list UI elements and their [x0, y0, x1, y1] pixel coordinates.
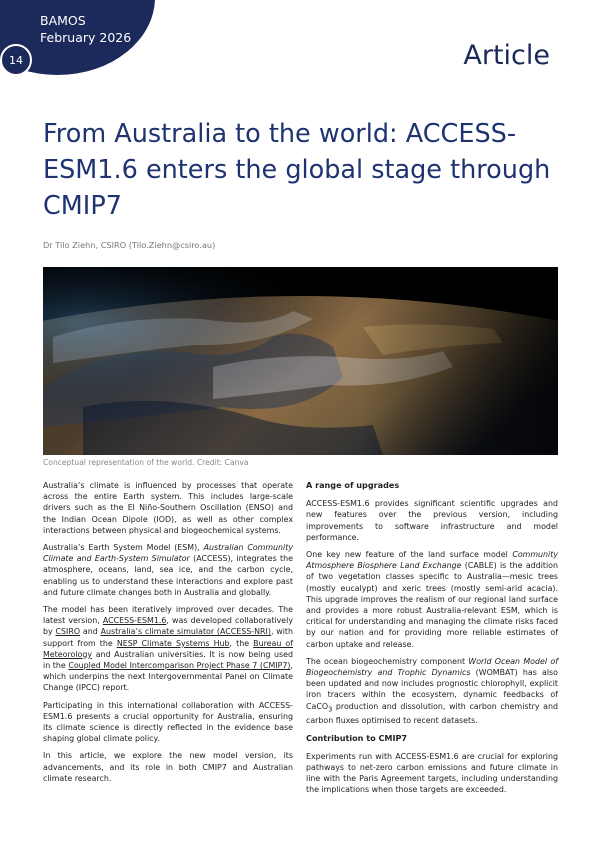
text: The model has been iteratively improved over decades. The latest version,: [43, 605, 293, 626]
text: The ocean biogeochemistry component: [306, 656, 469, 666]
paragraph: In this article, we explore the new model version, its advancements, and its role in both CMIP7 and Australian climate research.: [43, 751, 293, 783]
paragraph: [306, 656, 558, 727]
link-access-nri[interactable]: Australia’s climate simulator (ACCESS-NRI): [100, 627, 271, 637]
text: One key new feature of the land surface model: [306, 550, 513, 560]
paragraph: Australia’s climate is influenced by processes that operate across the entire Earth system. This includes large-scale drivers such as the El Niño-Southern Oscillation (ENSO) and the Indian Ocean Dipole (IOD), as well as other complex interactions between physical and biogeochemical systems.: [43, 481, 293, 535]
section-label: Article: [463, 40, 550, 71]
text: (ACCESS), integrates the atmosphere, oceans, land, sea ice, and the carbon cycle, enabling us to understand these interactions and explore past and future climate changes both in Australia and globally.: [43, 554, 293, 597]
model-name-italic: Australian Community Climate and Earth-System Simulator: [43, 543, 293, 564]
paragraph: [43, 542, 293, 598]
paragraph: ACCESS-ESM1.6 provides significant scientific upgrades and new features over the previous version, including improvements to software infrastructure and model performance.: [306, 499, 558, 542]
text: , was developed collaboratively by: [43, 616, 294, 637]
earth-from-space-illustration: [43, 267, 558, 455]
image-caption: Conceptual representation of the world. Credit: Canva: [43, 458, 249, 467]
link-csiro[interactable]: CSIRO: [55, 627, 81, 637]
hero-image: [43, 267, 558, 455]
text: , which underpins the next Intergovernmental Panel on Climate Change (IPCC) report.: [43, 661, 293, 693]
model-name-italic: World Ocean Model of Biogeochemistry and Trophic Dynamics: [306, 656, 558, 678]
subscript: 3: [328, 705, 333, 714]
article-title: From Australia to the world: ACCESS-ESM1.6 enters the global stage through CMIP7: [43, 119, 551, 221]
section-heading: Contribution to CMIP7: [306, 732, 408, 743]
text: and Australian universities. It is now being used in the: [43, 649, 293, 671]
section-heading: A range of upgrades: [306, 480, 400, 490]
text: , the: [229, 638, 254, 648]
paragraph: [306, 549, 558, 650]
text: , with support from the: [43, 627, 294, 648]
link-nesp-hub[interactable]: NESP Climate Systems Hub: [116, 638, 230, 648]
issue-date: February 2026: [40, 30, 132, 45]
model-name-italic: Community Atmosphere Biosphere Land Exchange: [306, 550, 558, 571]
text: (WOMBAT) has also been updated and now includes prognostic chlorophyll, explicit iron tracers within the ecosystem, dynamic feedbacks of CaCO: [306, 668, 558, 711]
link-bureau-of-meteorology[interactable]: Bureau of Meteorology: [43, 638, 294, 659]
text: Australia’s Earth System Model (ESM),: [43, 543, 204, 553]
link-access-esm16[interactable]: ACCESS-ESM1.6: [102, 616, 167, 626]
left-column: [43, 480, 293, 790]
page-number: 14: [0, 44, 32, 76]
text: and: [80, 627, 101, 637]
paragraph: Experiments run with ACCESS-ESM1.6 are crucial for exploring pathways to net-zero carbon emissions and future climate in line with the Paris Agreement targets, including understanding the implications when those targets are exceeded.: [306, 751, 558, 795]
paragraph: [43, 604, 293, 694]
text: production and dissolution, with carbon chemistry and carbon fluxes optimised to recent datasets.: [306, 701, 558, 726]
journal-info: [40, 12, 131, 46]
right-column: [306, 480, 558, 802]
article-byline: Dr Tilo Ziehn, CSIRO (Tilo.Ziehn@csiro.au): [43, 240, 216, 250]
paragraph: Participating in this international collaboration with ACCESS-ESM1.6 presents a crucial opportunity for Australia, ensuring its climate science is directly reflected in the evidence base shaping global climate policy.: [43, 700, 293, 744]
journal-name: BAMOS: [40, 13, 86, 28]
text: (CABLE) is the addition of two vegetation classes specific to Australia—mesic trees (mostly eucalypt) and xeric trees (mostly semi-arid acacia). This upgrade improves the realism of our regional land surface and provides a more robust Australia-relevant ESM, which is critical for understanding and managing the climate risks faced by our nation and for providing more reliable estimates of carbon uptake and release.: [306, 561, 558, 649]
link-cmip7[interactable]: Coupled Model Intercomparison Project Phase 7 (CMIP7): [68, 661, 291, 671]
